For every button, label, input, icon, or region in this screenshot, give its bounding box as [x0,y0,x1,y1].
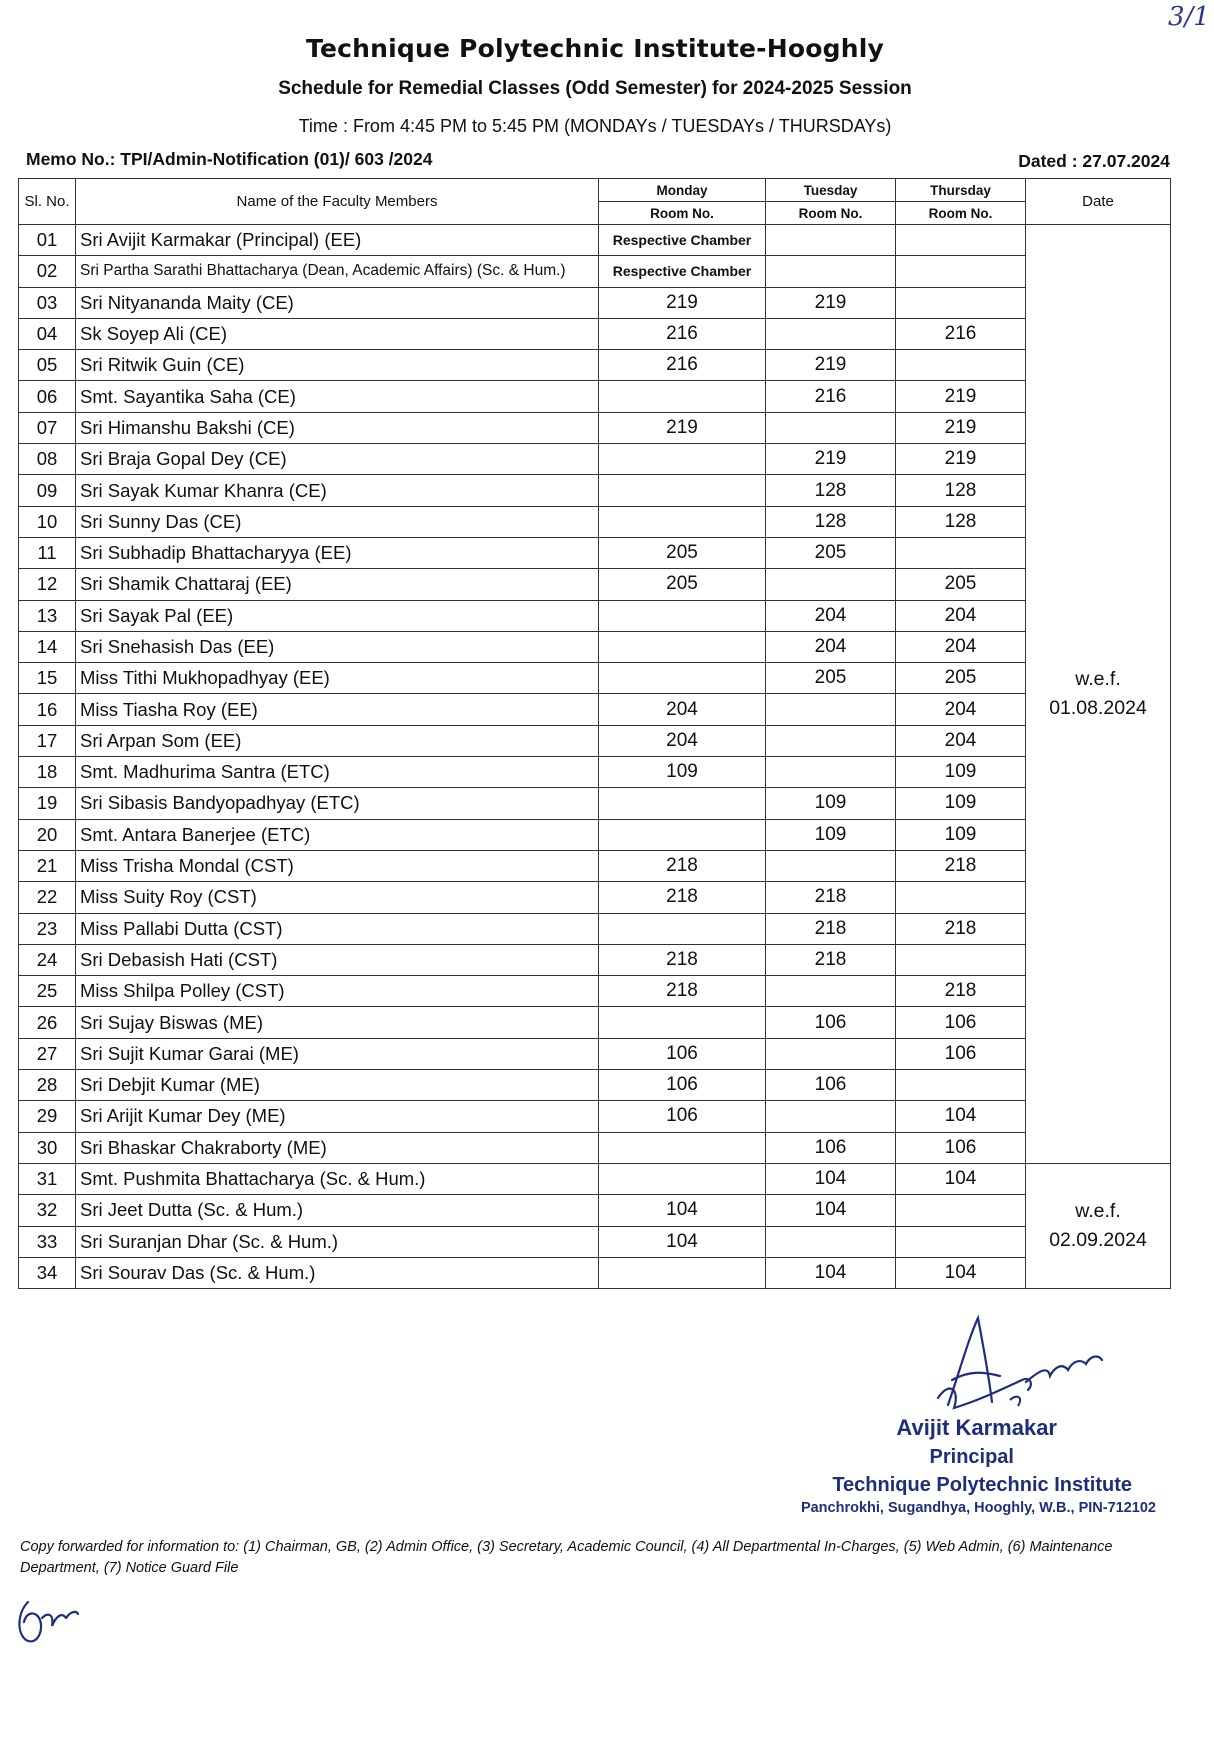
row-thursday-room [896,1070,1026,1101]
row-sl-no: 05 [19,350,76,381]
row-faculty-name: Sri Jeet Dutta (Sc. & Hum.) [76,1195,599,1226]
time-line: Time : From 4:45 PM to 5:45 PM (MONDAYs / TUESDAYs / THURSDAYs) [298,116,892,136]
row-sl-no: 24 [19,944,76,975]
row-tuesday-room: 216 [766,381,896,412]
initials-signature [14,1592,84,1648]
row-thursday-room: 128 [896,506,1026,537]
row-monday-room: 104 [599,1226,766,1257]
header-tuesday: Tuesday [766,179,896,202]
row-faculty-name: Sri Himanshu Bakshi (CE) [76,412,599,443]
row-tuesday-room: 106 [766,1007,896,1038]
signatory-name: Avijit Karmakar [896,1415,1057,1440]
row-tuesday-room: 205 [766,537,896,568]
row-sl-no: 21 [19,850,76,881]
row-faculty-name: Sri Avijit Karmakar (Principal) (EE) [76,225,599,256]
table-row [19,537,1171,568]
schedule-table [18,178,1171,1289]
table-row [19,444,1171,475]
row-tuesday-room: 104 [766,1163,896,1194]
row-tuesday-room: 204 [766,631,896,662]
row-faculty-name: Miss Suity Roy (CST) [76,882,599,913]
row-tuesday-room [766,1038,896,1069]
row-tuesday-room: 219 [766,444,896,475]
row-faculty-name: Sri Snehasish Das (EE) [76,631,599,662]
table-row [19,318,1171,349]
header-room-tuesday: Room No. [766,202,896,225]
row-faculty-name: Sri Subhadip Bhattacharyya (EE) [76,537,599,568]
row-faculty-name: Sri Sayak Kumar Khanra (CE) [76,475,599,506]
row-tuesday-room [766,1226,896,1257]
row-sl-no: 32 [19,1195,76,1226]
row-thursday-room: 205 [896,663,1026,694]
row-faculty-name: Sri Sujit Kumar Garai (ME) [76,1038,599,1069]
signatory-institute: Technique Polytechnic Institute [832,1474,1132,1496]
row-sl-no: 03 [19,287,76,318]
row-faculty-name: Sri Sunny Das (CE) [76,506,599,537]
row-thursday-room [896,1226,1026,1257]
row-tuesday-room [766,976,896,1007]
row-thursday-room: 128 [896,475,1026,506]
table-row [19,350,1171,381]
row-thursday-room: 219 [896,412,1026,443]
row-thursday-room: 106 [896,1132,1026,1163]
row-thursday-room [896,882,1026,913]
dated: Dated : 27.07.2024 [1018,151,1170,171]
table-row [19,694,1171,725]
row-tuesday-room [766,569,896,600]
row-monday-room: 109 [599,757,766,788]
row-faculty-name: Sri Debasish Hati (CST) [76,944,599,975]
row-monday-room: 106 [599,1070,766,1101]
row-monday-room: 205 [599,569,766,600]
row-tuesday-room: 218 [766,944,896,975]
row-monday-room: 216 [599,350,766,381]
row-monday-room [599,913,766,944]
date-value: 01.08.2024 [1049,696,1147,719]
table-row [19,287,1171,318]
row-sl-no: 28 [19,1070,76,1101]
row-tuesday-room: 104 [766,1257,896,1288]
row-faculty-name: Sri Nityananda Maity (CE) [76,287,599,318]
table-row [19,381,1171,412]
row-thursday-room [896,1195,1026,1226]
row-monday-room [599,600,766,631]
row-tuesday-room [766,725,896,756]
row-thursday-room: 109 [896,757,1026,788]
row-sl-no: 06 [19,381,76,412]
table-row [19,1132,1171,1163]
row-sl-no: 30 [19,1132,76,1163]
row-sl-no: 29 [19,1101,76,1132]
row-tuesday-room [766,694,896,725]
row-thursday-room [896,537,1026,568]
row-sl-no: 31 [19,1163,76,1194]
row-sl-no: 16 [19,694,76,725]
row-faculty-name: Smt. Madhurima Santra (ETC) [76,757,599,788]
row-faculty-name: Sri Suranjan Dhar (Sc. & Hum.) [76,1226,599,1257]
row-sl-no: 34 [19,1257,76,1288]
row-thursday-room: 204 [896,694,1026,725]
row-monday-room [599,1257,766,1288]
table-row [19,913,1171,944]
header-thursday: Thursday [896,179,1026,202]
header-sl: Sl. No. [19,179,76,225]
row-tuesday-room [766,757,896,788]
row-tuesday-room: 128 [766,475,896,506]
schedule-body [19,225,1171,1289]
row-thursday-room: 219 [896,444,1026,475]
row-thursday-room [896,256,1026,287]
document-subtitle: Schedule for Remedial Classes (Odd Semester) for 2024-2025 Session [278,78,912,99]
row-sl-no: 11 [19,537,76,568]
table-row [19,475,1171,506]
header-room-thursday: Room No. [896,202,1026,225]
table-row [19,1226,1171,1257]
row-sl-no: 20 [19,819,76,850]
date-value: 02.09.2024 [1049,1229,1147,1251]
row-thursday-room: 109 [896,819,1026,850]
row-tuesday-room [766,1101,896,1132]
row-thursday-room: 204 [896,631,1026,662]
row-monday-room [599,444,766,475]
table-row [19,819,1171,850]
row-tuesday-room: 219 [766,287,896,318]
row-monday-room: 218 [599,882,766,913]
row-tuesday-room: 106 [766,1132,896,1163]
table-row [19,1038,1171,1069]
row-thursday-room [896,225,1026,256]
row-monday-room [599,1163,766,1194]
header-monday: Monday [599,179,766,202]
row-faculty-name: Sri Sourav Das (Sc. & Hum.) [76,1257,599,1288]
row-tuesday-room: 109 [766,819,896,850]
row-tuesday-room: 218 [766,913,896,944]
row-faculty-name: Smt. Antara Banerjee (ETC) [76,819,599,850]
row-faculty-name: Sri Bhaskar Chakraborty (ME) [76,1132,599,1163]
row-tuesday-room: 205 [766,663,896,694]
row-faculty-name: Smt. Sayantika Saha (CE) [76,381,599,412]
row-monday-room [599,381,766,412]
row-faculty-name: Sri Sayak Pal (EE) [76,600,599,631]
row-tuesday-room: 219 [766,350,896,381]
row-thursday-room [896,944,1026,975]
row-monday-room: 219 [599,287,766,318]
signatory-address: Panchrokhi, Sugandhya, Hooghly, W.B., PIN-712102 [800,1500,1156,1516]
table-row [19,1007,1171,1038]
row-sl-no: 12 [19,569,76,600]
table-row [19,1257,1171,1288]
row-sl-no: 15 [19,663,76,694]
row-thursday-room: 205 [896,569,1026,600]
row-faculty-name: Sri Ritwik Guin (CE) [76,350,599,381]
row-sl-no: 10 [19,506,76,537]
table-row [19,225,1171,256]
row-tuesday-room: 106 [766,1070,896,1101]
row-sl-no: 14 [19,631,76,662]
signatory-designation: Principal [929,1446,1014,1468]
row-faculty-name: Sri Arpan Som (EE) [76,725,599,756]
copy-forwarded: Copy forwarded for information to: (1) Chairman, GB, (2) Admin Office, (3) Secretary, Academic Council, (4) All Departmental In-Charges, (5) Web Admin, (6) Maintenance Department, (7) Notice Guard File [20,1539,1113,1576]
row-tuesday-room [766,412,896,443]
memo-number: Memo No.: TPI/Admin-Notification (01)/ 603 /2024 [26,149,433,169]
row-tuesday-room: 109 [766,788,896,819]
row-monday-room: 218 [599,850,766,881]
table-row [19,569,1171,600]
header-date: Date [1026,179,1171,225]
row-thursday-room: 204 [896,600,1026,631]
table-row [19,850,1171,881]
row-thursday-room: 216 [896,318,1026,349]
row-sl-no: 22 [19,882,76,913]
row-monday-room: 218 [599,976,766,1007]
row-faculty-name: Sri Partha Sarathi Bhattacharya (Dean, Academic Affairs) (Sc. & Hum.) [76,256,599,287]
row-tuesday-room: 104 [766,1195,896,1226]
header-name: Name of the Faculty Members [76,179,599,225]
row-faculty-name: Miss Pallabi Dutta (CST) [76,913,599,944]
table-row [19,1195,1171,1226]
row-sl-no: 18 [19,757,76,788]
row-tuesday-room [766,225,896,256]
row-monday-room: 205 [599,537,766,568]
row-monday-room: 106 [599,1038,766,1069]
row-monday-room: 218 [599,944,766,975]
row-thursday-room: 218 [896,913,1026,944]
row-tuesday-room: 218 [766,882,896,913]
page-number: 3/1 [1168,2,1210,32]
row-monday-room [599,819,766,850]
row-tuesday-room: 128 [766,506,896,537]
row-tuesday-room [766,318,896,349]
row-sl-no: 08 [19,444,76,475]
row-faculty-name: Sri Arijit Kumar Dey (ME) [76,1101,599,1132]
row-sl-no: 02 [19,256,76,287]
row-thursday-room: 106 [896,1007,1026,1038]
row-monday-room: 204 [599,725,766,756]
table-row [19,757,1171,788]
row-sl-no: 01 [19,225,76,256]
row-monday-room: 106 [599,1101,766,1132]
row-thursday-room [896,350,1026,381]
table-row [19,631,1171,662]
row-monday-room [599,663,766,694]
row-faculty-name: Sri Braja Gopal Dey (CE) [76,444,599,475]
row-faculty-name: Miss Shilpa Polley (CST) [76,976,599,1007]
row-monday-room: Respective Chamber [599,256,766,287]
table-row [19,1101,1171,1132]
table-row [19,663,1171,694]
table-row [19,506,1171,537]
row-thursday-room: 219 [896,381,1026,412]
row-monday-room [599,788,766,819]
header-room-monday: Room No. [599,202,766,225]
row-sl-no: 07 [19,412,76,443]
row-sl-no: 04 [19,318,76,349]
date-group [1026,225,1171,1164]
row-tuesday-room [766,256,896,287]
row-monday-room [599,506,766,537]
row-thursday-room: 109 [896,788,1026,819]
row-monday-room: 104 [599,1195,766,1226]
row-faculty-name: Sk Soyep Ali (CE) [76,318,599,349]
row-thursday-room: 104 [896,1257,1026,1288]
table-row [19,256,1171,287]
row-monday-room [599,1007,766,1038]
row-monday-room: 216 [599,318,766,349]
row-tuesday-room: 204 [766,600,896,631]
table-row [19,725,1171,756]
row-monday-room: 204 [599,694,766,725]
row-thursday-room: 104 [896,1101,1026,1132]
row-thursday-room: 104 [896,1163,1026,1194]
row-faculty-name: Sri Sibasis Bandyopadhyay (ETC) [76,788,599,819]
table-row [19,976,1171,1007]
row-sl-no: 33 [19,1226,76,1257]
table-row [19,882,1171,913]
row-sl-no: 17 [19,725,76,756]
row-sl-no: 26 [19,1007,76,1038]
row-faculty-name: Sri Debjit Kumar (ME) [76,1070,599,1101]
table-row [19,944,1171,975]
row-faculty-name: Smt. Pushmita Bhattacharya (Sc. & Hum.) [76,1163,599,1194]
row-faculty-name: Sri Shamik Chattaraj (EE) [76,569,599,600]
row-sl-no: 23 [19,913,76,944]
row-monday-room: 219 [599,412,766,443]
row-monday-room [599,475,766,506]
row-sl-no: 27 [19,1038,76,1069]
document-title: Technique Polytechnic Institute-Hooghly [306,34,884,63]
row-thursday-room [896,287,1026,318]
row-monday-room [599,1132,766,1163]
row-tuesday-room [766,850,896,881]
row-faculty-name: Miss Tithi Mukhopadhyay (EE) [76,663,599,694]
table-row [19,1163,1171,1194]
table-row [19,1070,1171,1101]
date-wef-label: w.e.f. [1075,667,1121,690]
row-thursday-room: 218 [896,850,1026,881]
row-thursday-room: 218 [896,976,1026,1007]
row-sl-no: 13 [19,600,76,631]
row-monday-room: Respective Chamber [599,225,766,256]
row-monday-room [599,631,766,662]
date-group [1026,1163,1171,1288]
row-faculty-name: Sri Sujay Biswas (ME) [76,1007,599,1038]
row-faculty-name: Miss Trisha Mondal (CST) [76,850,599,881]
row-sl-no: 19 [19,788,76,819]
row-thursday-room: 106 [896,1038,1026,1069]
principal-signature [930,1310,1110,1420]
row-faculty-name: Miss Tiasha Roy (EE) [76,694,599,725]
date-wef-label: w.e.f. [1075,1199,1121,1222]
table-row [19,600,1171,631]
table-row [19,412,1171,443]
row-thursday-room: 204 [896,725,1026,756]
row-sl-no: 25 [19,976,76,1007]
table-row [19,788,1171,819]
row-sl-no: 09 [19,475,76,506]
